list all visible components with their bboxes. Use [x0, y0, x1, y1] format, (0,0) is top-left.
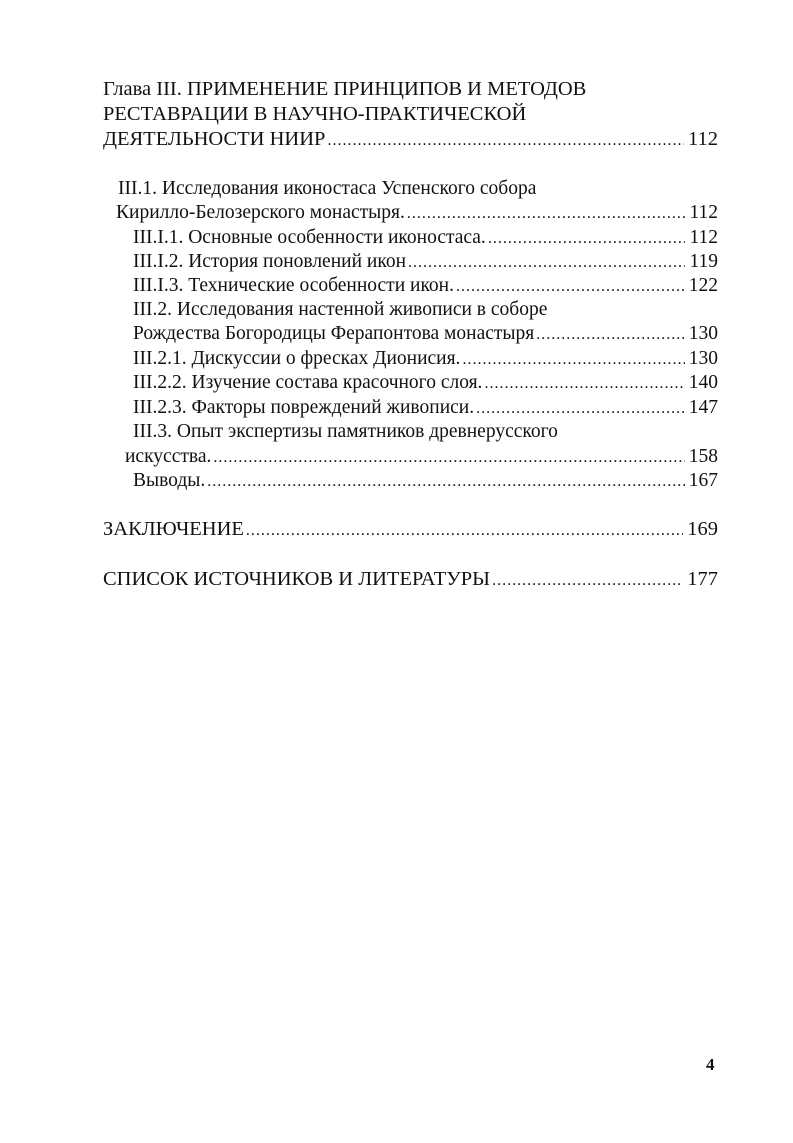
toc-page-number: 112	[689, 227, 718, 248]
dot-leader	[408, 251, 685, 275]
dot-leader	[213, 446, 684, 470]
toc-entry-section-3-2[interactable]	[133, 298, 718, 347]
toc-entry-conclusion[interactable]	[103, 517, 718, 543]
toc-entry-text: искусства.	[125, 446, 212, 467]
toc-page-number: 167	[688, 470, 718, 491]
toc-entry-conclusions[interactable]	[133, 469, 718, 494]
toc-entry-text: III.I.2. История поновлений икон	[133, 251, 406, 272]
toc-entry-section-3-1-cont[interactable]	[116, 201, 718, 226]
toc-page-number: 158	[688, 446, 718, 467]
toc-entry-text: Выводы.	[133, 470, 206, 491]
dot-leader	[407, 202, 686, 226]
page-number: 4	[706, 1055, 715, 1074]
dot-leader	[246, 518, 683, 543]
toc-page-number: 112	[689, 202, 718, 223]
dot-leader	[456, 275, 685, 299]
toc-entry-text: III.I.1. Основные особенности иконостаса.	[133, 227, 486, 248]
toc-entry-section-3-2-2[interactable]	[133, 371, 718, 396]
toc-page-number: 112	[688, 128, 718, 150]
dot-leader	[462, 348, 684, 372]
toc-entry-section-3-1-2[interactable]	[133, 250, 718, 275]
toc-page-number: 122	[688, 275, 718, 296]
toc-entry-text: III.1. Исследования иконостаса Успенского собора	[118, 178, 537, 199]
toc-page-number: 169	[687, 518, 718, 540]
toc-entry-text: III.3. Опыт экспертизы памятников древнерусского	[133, 421, 558, 442]
toc-entry-text: III.2. Исследования настенной живописи в соборе	[133, 299, 548, 320]
toc-entry-text: РЕСТАВРАЦИИ В НАУЧНО-ПРАКТИЧЕСКОЙ	[103, 103, 527, 125]
toc-entry-section-3-2-1[interactable]	[133, 347, 718, 372]
toc-page-number: 140	[688, 372, 718, 393]
toc-entry-text: Рождества Богородицы Ферапонтова монастыря	[133, 323, 535, 344]
toc-page-number: 147	[688, 397, 718, 418]
toc-entry-text: ЗАКЛЮЧЕНИЕ	[103, 518, 244, 540]
dot-leader	[536, 323, 685, 347]
toc-entry-section-3-1-1[interactable]	[133, 226, 718, 251]
toc-entry-chapter-3[interactable]	[103, 77, 718, 153]
toc-entry-text: Глава III. ПРИМЕНЕНИЕ ПРИНЦИПОВ И МЕТОДОВ	[103, 78, 587, 100]
toc-entry-section-3-1-3[interactable]	[133, 274, 718, 299]
toc-entry-section-3-2-3[interactable]	[133, 396, 718, 421]
toc-entry-section-3-3-cont[interactable]	[125, 445, 718, 470]
toc-entry-text: III.I.3. Технические особенности икон.	[133, 275, 454, 296]
toc-entry-text: III.2.3. Факторы повреждений живописи.	[133, 397, 475, 418]
toc-page-number: 130	[688, 323, 718, 344]
dot-leader	[484, 372, 684, 396]
toc-page-number: 130	[688, 348, 718, 369]
toc-entry-text: Кирилло-Белозерского монастыря.	[116, 202, 405, 223]
dot-leader	[327, 128, 684, 153]
toc-entry-text: СПИСОК ИСТОЧНИКОВ И ЛИТЕРАТУРЫ	[103, 568, 491, 590]
toc-entry-sources[interactable]	[103, 567, 718, 593]
toc-entry-text: III.2.1. Дискуссии о фресках Дионисия.	[133, 348, 461, 369]
dot-leader	[492, 568, 683, 593]
toc-entry-section-3-3[interactable]	[133, 420, 718, 444]
toc-entry-text: ДЕЯТЕЛЬНОСТИ НИИР	[103, 128, 326, 150]
toc-page-number: 177	[687, 568, 718, 590]
dot-leader	[476, 397, 685, 421]
dot-leader	[488, 227, 686, 251]
toc-entry-section-3-1[interactable]	[118, 177, 718, 201]
toc-entry-text: III.2.2. Изучение состава красочного слоя.	[133, 372, 483, 393]
toc-page-number: 119	[689, 251, 718, 272]
dot-leader	[207, 470, 684, 494]
